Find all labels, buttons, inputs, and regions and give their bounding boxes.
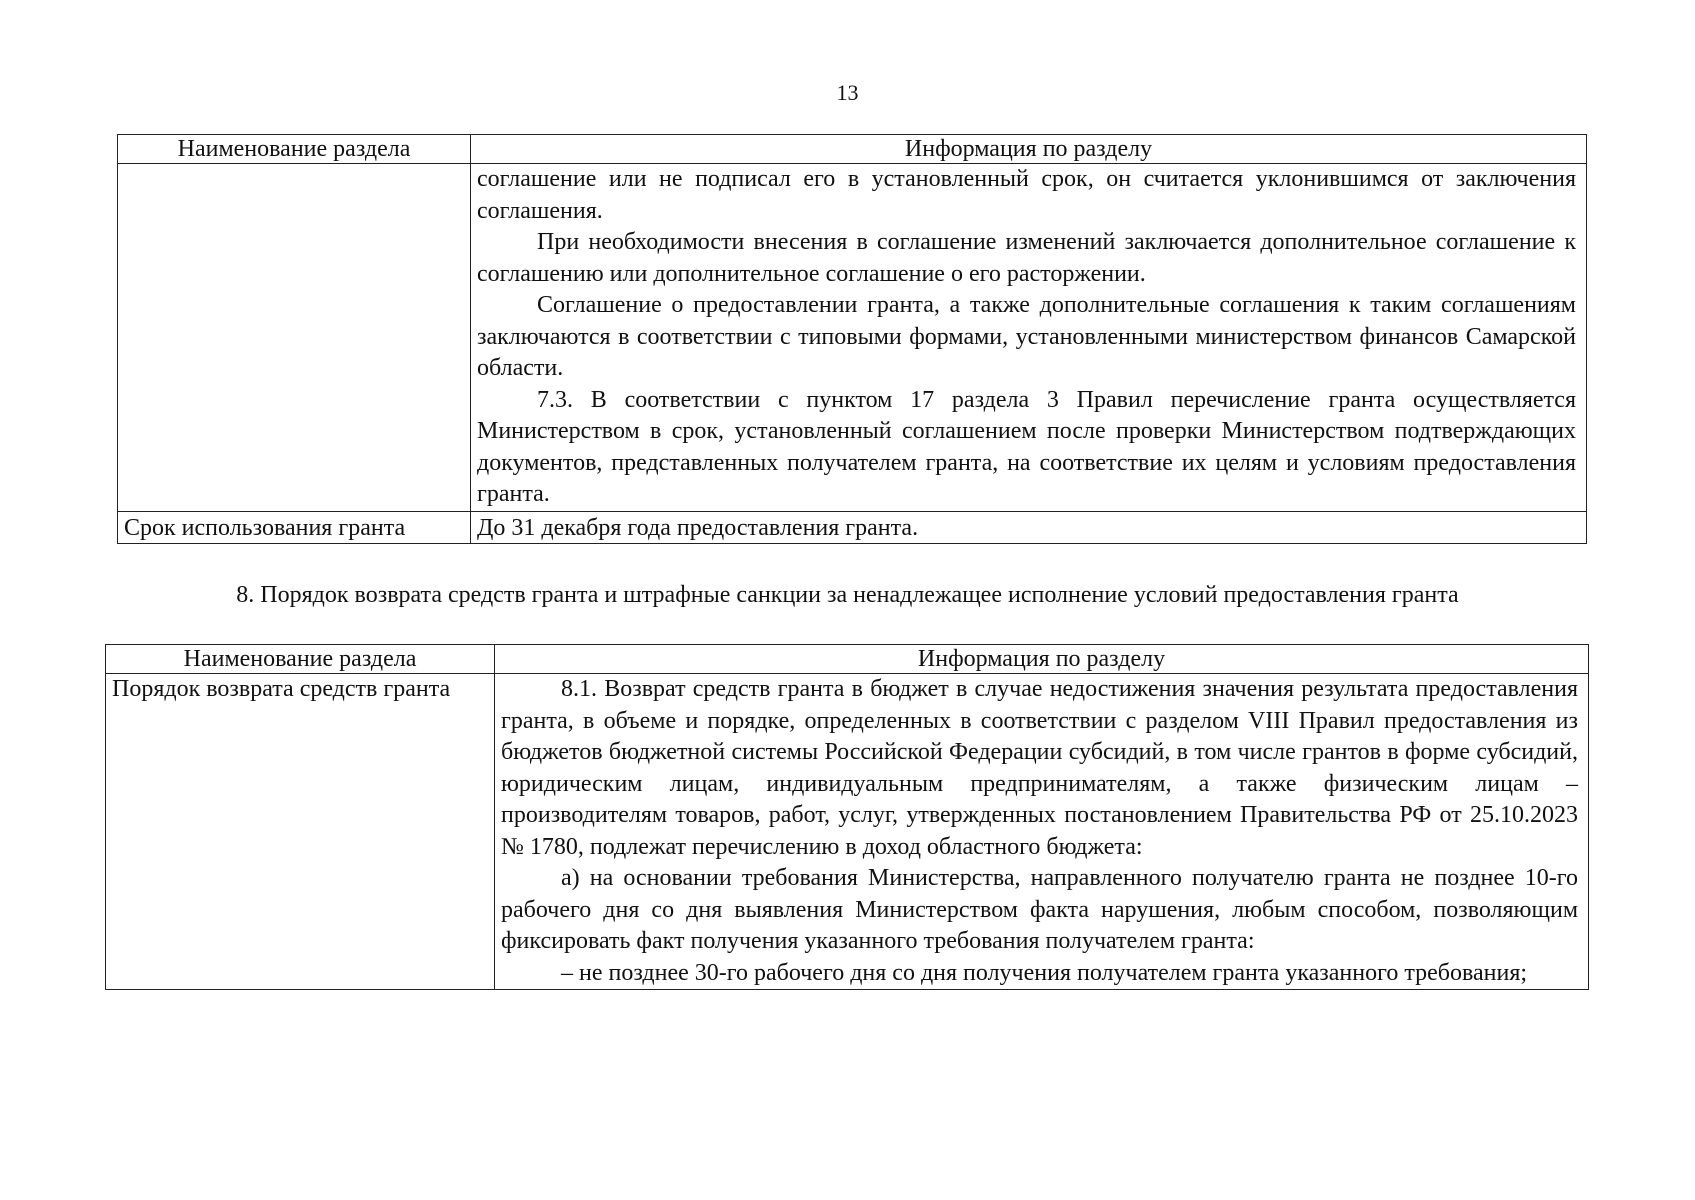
column-header-section-name: Наименование раздела <box>118 135 471 164</box>
column-header-section-info: Информация по разделу <box>471 135 1587 164</box>
section-info-cell <box>471 164 1587 512</box>
table-header-row <box>118 135 1587 164</box>
paragraph: соглашение или не подписал его в установленный срок, он считается уклонившимся от заключения соглашения. <box>477 166 1576 224</box>
paragraph: – не позднее 30-го рабочего дня со дня получения получателем гранта указанного требования; <box>561 959 1528 986</box>
paragraph: Соглашение о предоставлении гранта, а также дополнительные соглашения к таким соглашениям заключаются в соответствии с типовыми формами, установленными министерством финансов Самарской области. <box>477 292 1576 381</box>
table-row <box>106 674 1589 990</box>
paragraph: 7.3. В соответствии с пунктом 17 раздела 3 Правил перечисление гранта осуществляется Министерством в срок, установленный соглашением после проверки Министерством подтверждающих документов, представленных получателем гранта, на соответствие их целям и условиям предоставления гранта. <box>477 386 1576 507</box>
section-info-cell: До 31 декабря года предоставления гранта. <box>471 511 1587 543</box>
column-header-section-name: Наименование раздела <box>106 645 495 674</box>
section-name-cell <box>118 164 471 512</box>
section-name-cell: Срок использования гранта <box>118 511 471 543</box>
page-number: 13 <box>836 80 859 105</box>
paragraph: 8.1. Возврат средств гранта в бюджет в случае недостижения значения результата предоставления гранта, в объеме и порядке, определенных в соответствии с разделом VIII Правил предоставления из бюджетов бюджетной системы Российской Федерации субсидий, в том числе грантов в форме субсидий, юридическим лицам, индивидуальным предпринимателям, а также физическим лицам – производителям товаров, работ, услуг, утвержденных постановлением Правительства РФ от 25.10.2023 № 1780, подлежат перечислению в доход областного бюджета: <box>501 676 1578 860</box>
paragraph: а) на основании требования Министерства, направленного получателю гранта не позднее 10-го рабочего дня со дня выявления Министерством факта нарушения, любым способом, позволяющим фиксировать факт получения указанного требования получателем гранта: <box>501 865 1578 954</box>
grant-return-table <box>105 644 1589 990</box>
section-name-cell: Порядок возврата средств гранта <box>106 674 495 990</box>
table-row <box>118 511 1587 543</box>
paragraph: При необходимости внесения в соглашение изменений заключается дополнительное соглашение к соглашению или дополнительное соглашение о его расторжении. <box>477 229 1576 287</box>
column-header-section-info: Информация по разделу <box>495 645 1589 674</box>
table-header-row <box>106 645 1589 674</box>
section-info-cell <box>495 674 1589 990</box>
table-row <box>118 164 1587 512</box>
section-heading: 8. Порядок возврата средств гранта и штрафные санкции за ненадлежащее исполнение условий предоставления гранта <box>236 582 1459 608</box>
grant-info-table-continued <box>117 134 1587 544</box>
